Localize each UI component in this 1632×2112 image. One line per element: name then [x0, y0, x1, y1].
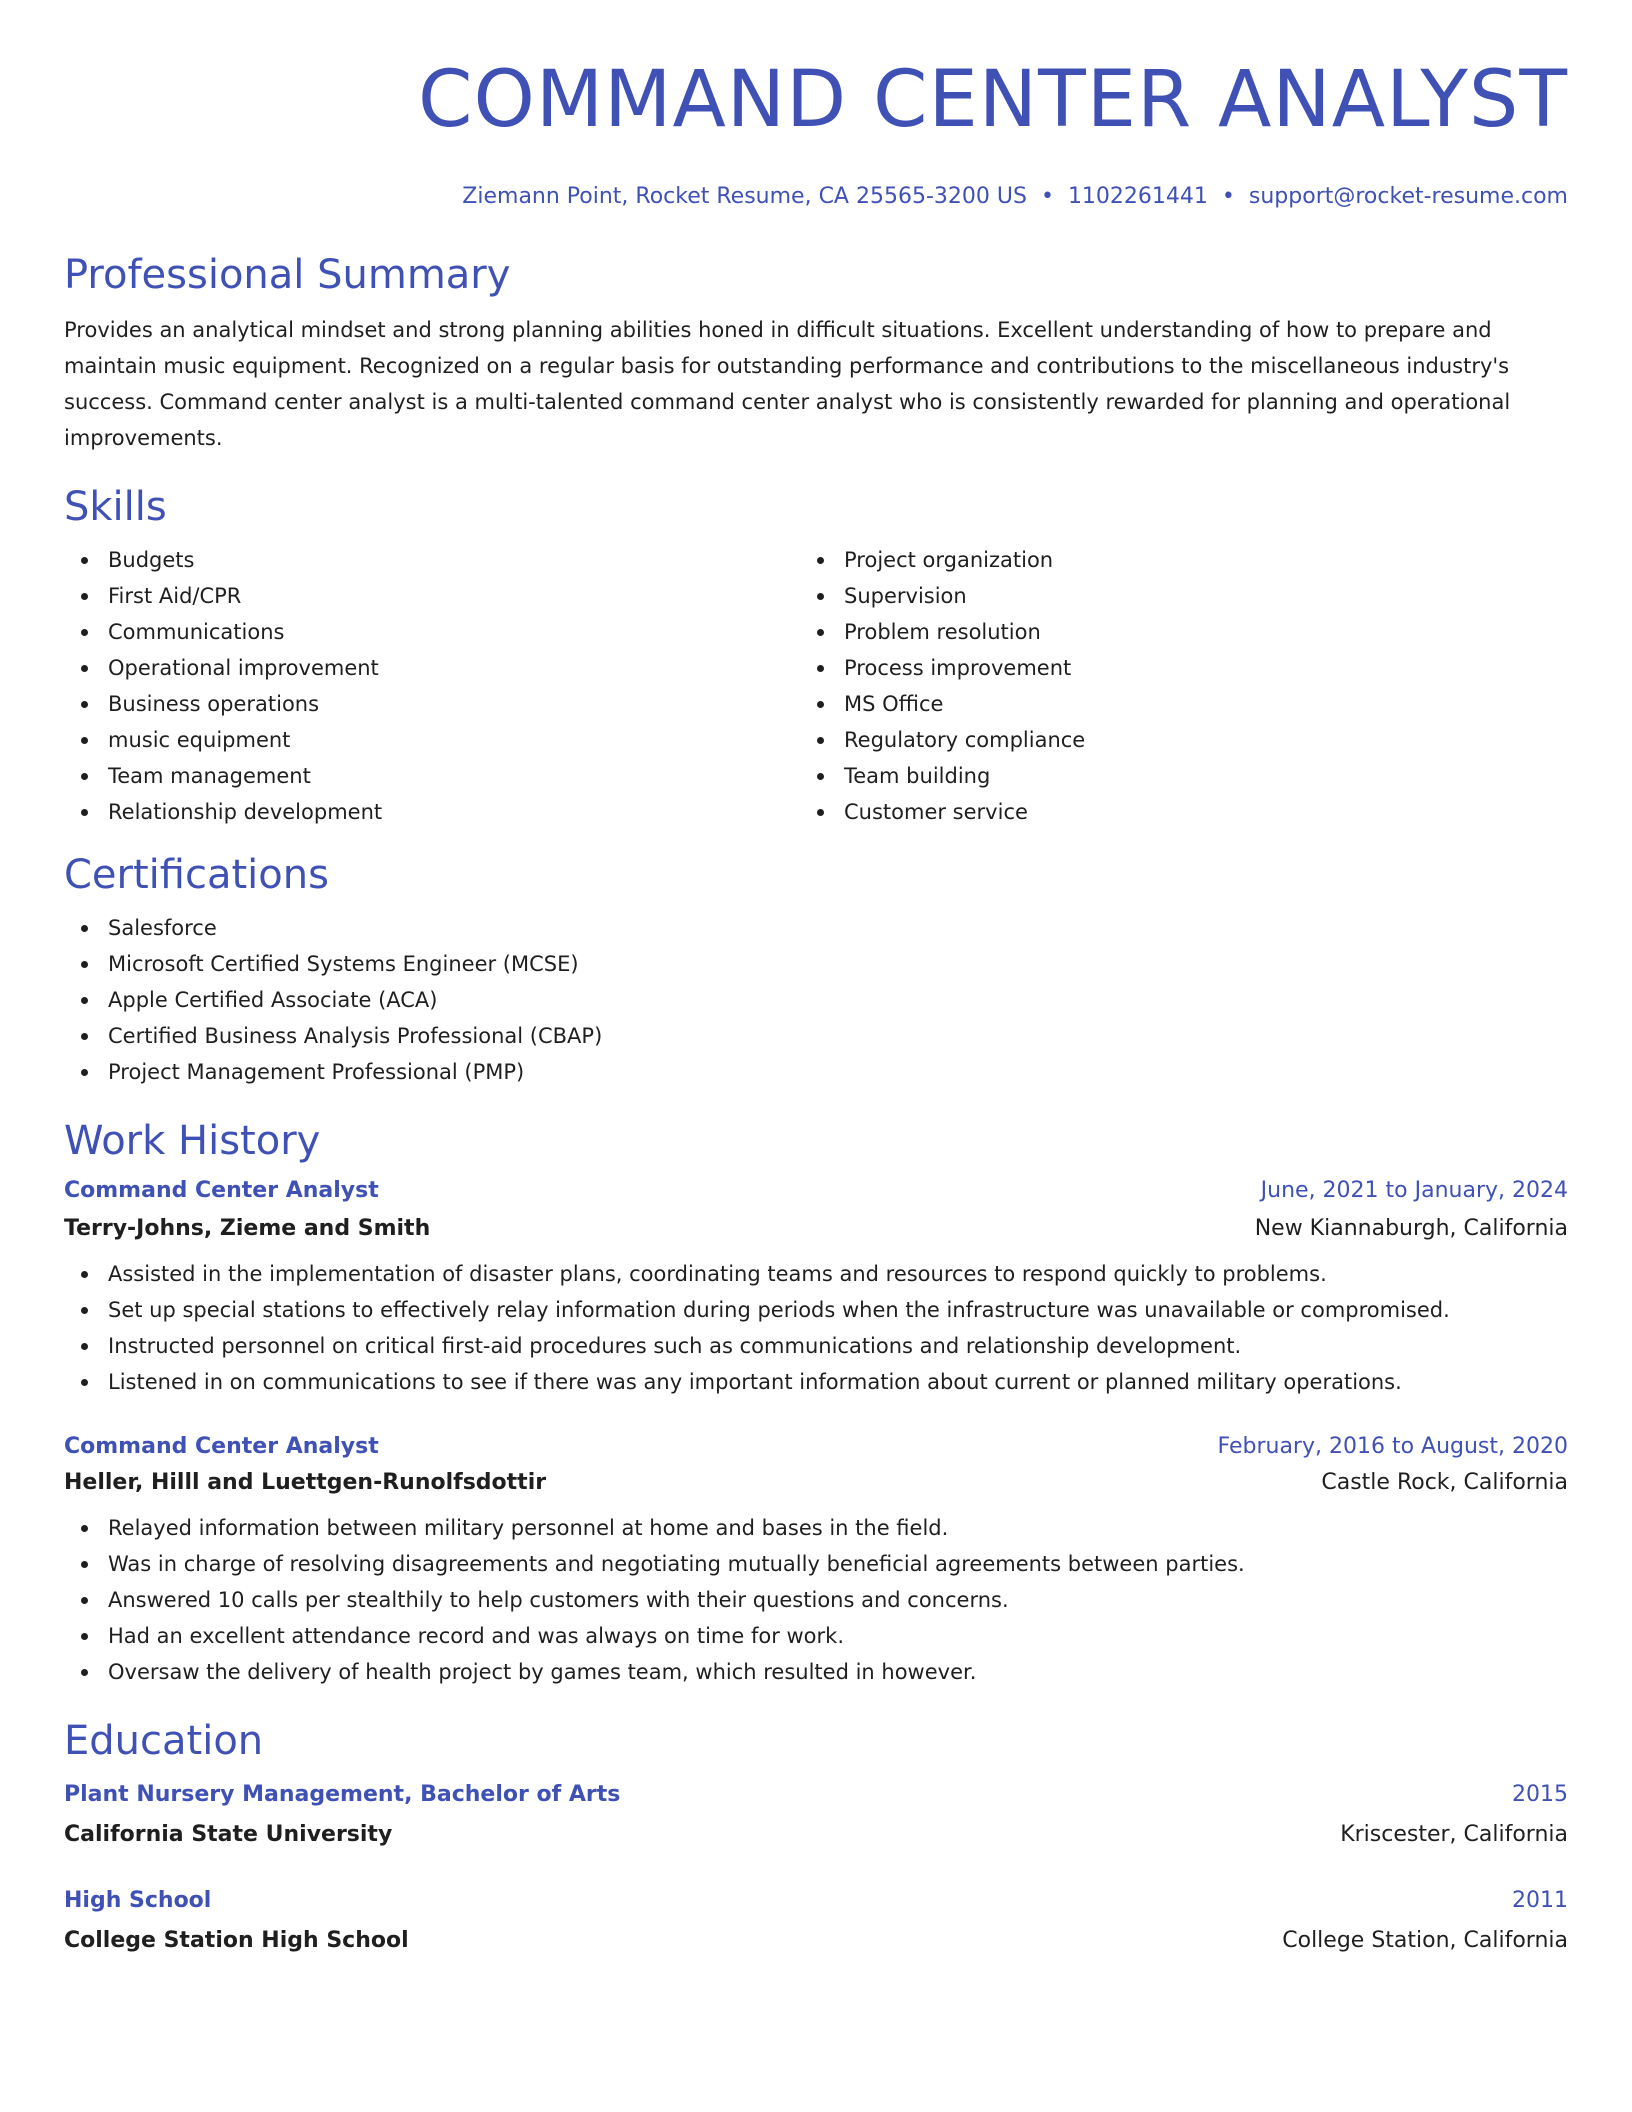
- job-location: New Kiannaburgh, California: [1254, 1216, 1568, 1241]
- contact-address: Ziemann Point, Rocket Resume, CA 25565-3200 US: [462, 184, 1027, 209]
- skills-list-right: [800, 542, 1536, 830]
- skills-list-left: [64, 542, 800, 830]
- job-company-row: [64, 1212, 1568, 1246]
- summary-text: Provides an analytical mindset and strong planning abilities honed in difficult situations. Excellent understanding of how to prepare and maintain music equipment. Recognized on a regular basis for outstanding performance and contributions to the miscellaneous industry's success. Command center analyst is a multi-talented command center analyst who is consistently rewarded for planning and operational improvements.: [64, 318, 1511, 450]
- education-entry: [64, 1884, 1568, 1958]
- job-company-row: [64, 1466, 1568, 1500]
- job-title-row: [64, 1174, 1568, 1208]
- job-entry: [64, 1430, 1568, 1690]
- job-bullets: [64, 1510, 1568, 1690]
- skill-item: Regulatory compliance: [800, 722, 1536, 758]
- work-history-heading: Work History: [64, 1118, 321, 1164]
- skills-heading: Skills: [64, 484, 167, 530]
- skill-item: First Aid/CPR: [64, 578, 800, 614]
- job-company: Terry-Johns, Zieme and Smith: [64, 1216, 431, 1241]
- job-bullet: Had an excellent attendance record and was always on time for work.: [64, 1618, 1568, 1654]
- certifications-list: [64, 910, 1568, 1090]
- job-bullet: Oversaw the delivery of health project by games team, which resulted in however.: [64, 1654, 1568, 1690]
- certification-item: Certified Business Analysis Professional (CBAP): [64, 1018, 1568, 1054]
- education-school-row: [64, 1924, 1568, 1958]
- job-bullet: Answered 10 calls per stealthily to help customers with their questions and concerns.: [64, 1582, 1568, 1618]
- education-location: College Station, California: [1282, 1928, 1568, 1953]
- contact-email[interactable]: support@rocket-resume.com: [1248, 184, 1568, 209]
- skill-item: Budgets: [64, 542, 800, 578]
- education-year: 2015: [1512, 1782, 1568, 1807]
- education-entry: [64, 1778, 1568, 1852]
- certifications-heading: Certifications: [64, 852, 329, 898]
- skill-item: MS Office: [800, 686, 1536, 722]
- contact-line: [64, 182, 1568, 212]
- job-company: Heller, Hilll and Luettgen-Runolfsdottir: [64, 1470, 547, 1495]
- skill-item: Communications: [64, 614, 800, 650]
- skill-item: Business operations: [64, 686, 800, 722]
- skill-item: Team building: [800, 758, 1536, 794]
- education-school: College Station High School: [64, 1928, 409, 1953]
- education-year: 2011: [1512, 1888, 1568, 1913]
- contact-phone: 1102261441: [1067, 184, 1208, 209]
- job-bullet: Instructed personnel on critical first-aid procedures such as communications and relationship development.: [64, 1328, 1568, 1364]
- contact-separator: •: [1040, 184, 1054, 209]
- job-bullet: Was in charge of resolving disagreements and negotiating mutually beneficial agreements between parties.: [64, 1546, 1568, 1582]
- job-dates: June, 2021 to January, 2024: [1260, 1178, 1568, 1203]
- skill-item: Supervision: [800, 578, 1536, 614]
- job-bullets: [64, 1256, 1568, 1400]
- job-bullet: Relayed information between military personnel at home and bases in the field.: [64, 1510, 1568, 1546]
- education-degree: Plant Nursery Management, Bachelor of Arts: [64, 1782, 621, 1807]
- education-degree-row: [64, 1884, 1568, 1918]
- certification-item: Microsoft Certified Systems Engineer (MCSE): [64, 946, 1568, 982]
- skill-item: Team management: [64, 758, 800, 794]
- job-bullet: Assisted in the implementation of disaster plans, coordinating teams and resources to respond quickly to problems.: [64, 1256, 1568, 1292]
- skill-item: Project organization: [800, 542, 1536, 578]
- job-location: Castle Rock, California: [1321, 1470, 1568, 1495]
- education-school-row: [64, 1818, 1568, 1852]
- education-location: Kriscester, California: [1340, 1822, 1568, 1847]
- job-title: Command Center Analyst: [64, 1434, 379, 1459]
- education-school: California State University: [64, 1822, 393, 1847]
- certification-item: Salesforce: [64, 910, 1568, 946]
- job-dates: February, 2016 to August, 2020: [1217, 1434, 1568, 1459]
- skill-item: Customer service: [800, 794, 1536, 830]
- contact-separator: •: [1221, 184, 1235, 209]
- education-degree-row: [64, 1778, 1568, 1812]
- job-bullet: Set up special stations to effectively relay information during periods when the infrastructure was unavailable or compromised.: [64, 1292, 1568, 1328]
- job-title: Command Center Analyst: [64, 1178, 379, 1203]
- skills-grid: [64, 542, 1568, 830]
- certification-item: Project Management Professional (PMP): [64, 1054, 1568, 1090]
- skill-item: Relationship development: [64, 794, 800, 830]
- summary-heading: Professional Summary: [64, 252, 511, 298]
- job-bullet: Listened in on communications to see if there was any important information about current or planned military operations.: [64, 1364, 1568, 1400]
- education-degree: High School: [64, 1888, 212, 1913]
- skill-item: music equipment: [64, 722, 800, 758]
- job-title-row: [64, 1430, 1568, 1464]
- resume-name: COMMAND CENTER ANALYST: [418, 55, 1568, 145]
- certification-item: Apple Certified Associate (ACA): [64, 982, 1568, 1018]
- job-entry: [64, 1174, 1568, 1400]
- skill-item: Operational improvement: [64, 650, 800, 686]
- education-heading: Education: [64, 1718, 264, 1764]
- skill-item: Process improvement: [800, 650, 1536, 686]
- skill-item: Problem resolution: [800, 614, 1536, 650]
